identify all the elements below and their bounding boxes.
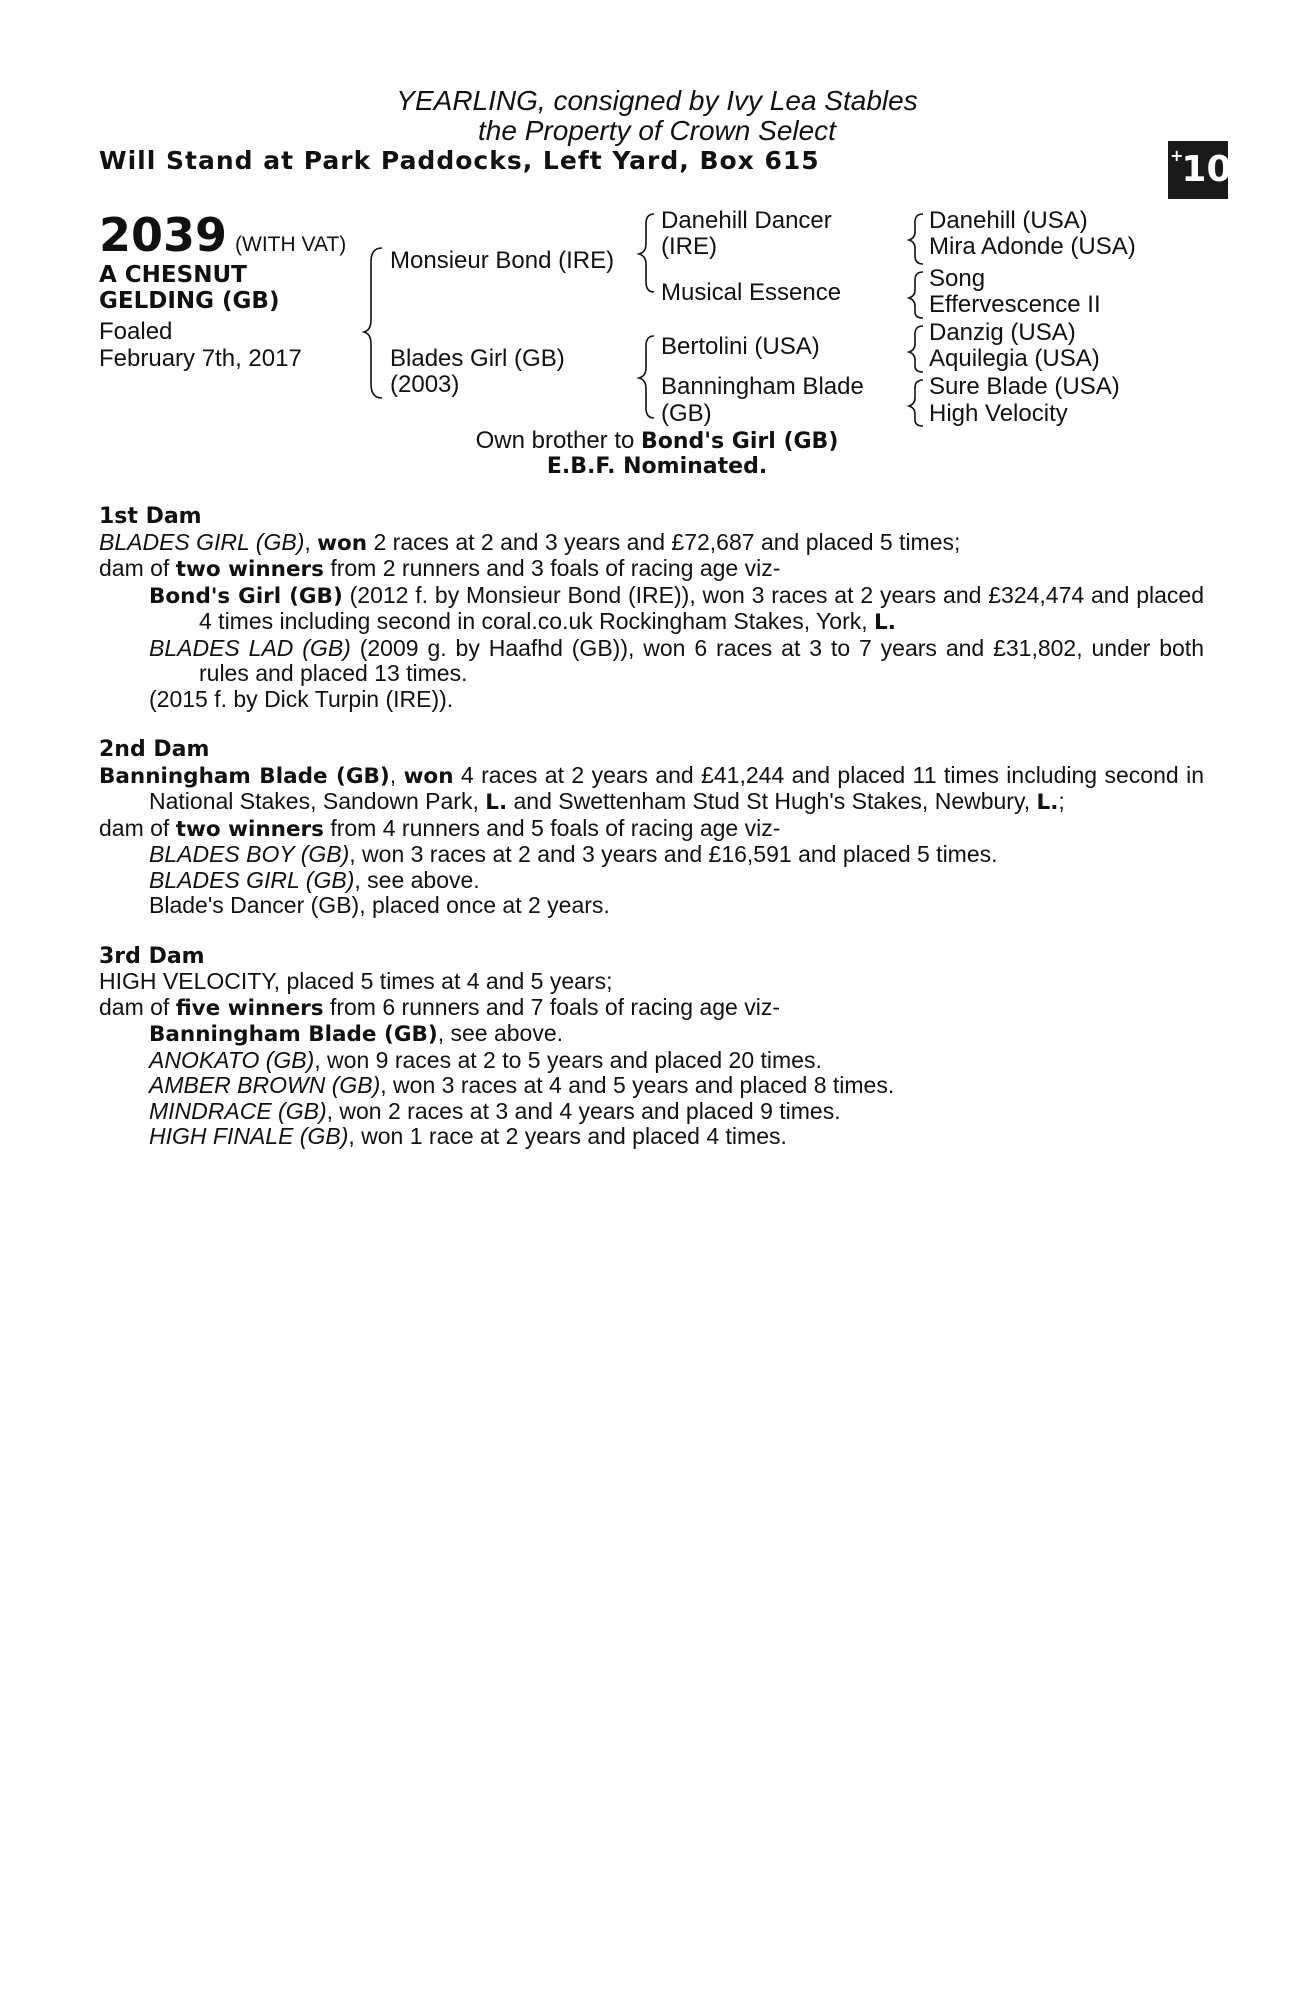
dam3-produce-summary: dam of five winners from 6 runners and 7 foals of racing age viz- (99, 993, 780, 1021)
dam1-produce-summary: dam of two winners from 2 runners and 3 foals of racing age viz- (99, 555, 781, 582)
sire-dam: Musical Essence (661, 279, 842, 306)
lot-number-value: 2039 (99, 208, 228, 262)
property-line: the Property of Crown Select (478, 115, 836, 146)
dam2-produce-summary: dam of two winners from 4 runners and 5 foals of racing age viz- (99, 814, 781, 842)
dam-line-1: Blades Girl (GB) (390, 345, 565, 372)
section-heading-3rd-dam: 3rd Dam (99, 943, 205, 969)
section-heading-1st-dam: 1st Dam (99, 504, 202, 529)
vat-note: (WITH VAT) (235, 233, 347, 256)
dam2-produce-3: Blade's Dancer (GB), placed once at 2 years. (149, 892, 610, 918)
sire-sire-line-1: Danehill Dancer (661, 207, 832, 234)
dds: Sure Blade (USA) (929, 373, 1120, 400)
foaled-label: Foaled (99, 318, 173, 345)
brace-ds (909, 326, 923, 372)
own-brother-prefix: Own brother to (475, 427, 642, 454)
dam2-produce-2: BLADES GIRL (GB), see above. (149, 866, 480, 893)
ebf-note: E.B.F. Nominated. (546, 454, 768, 479)
sire: Monsieur Bond (IRE) (390, 247, 615, 274)
ssd: Mira Adonde (USA) (929, 233, 1136, 260)
brace-sd (909, 272, 923, 318)
stand-location: Will Stand at Park Paddocks, Left Yard, Box 615 (99, 146, 820, 175)
badge-number: 10 (1181, 149, 1232, 190)
section-heading-2nd-dam: 2nd Dam (99, 737, 210, 762)
dam-sections (99, 504, 1204, 1150)
dam3-produce-3: AMBER BROWN (GB), won 3 races at 4 and 5 years and placed 8 times. (149, 1072, 895, 1098)
dam3-produce-1: Banningham Blade (GB), see above. (149, 1020, 563, 1047)
dsd: Aquilegia (USA) (929, 345, 1100, 372)
dam1-produce-3: (2015 f. by Dick Turpin (IRE)). (149, 685, 454, 712)
dam2-record: Banningham Blade (GB), won 4 races at 2 years and £41,244 and placed 11 times including second in National Stakes, Sandown Park, L. and Swettenham Stud St Hugh's Stakes, Newbury, L.; (99, 761, 1204, 815)
dam3-produce-5: HIGH FINALE (GB), won 1 race at 2 years and placed 4 times. (149, 1123, 787, 1149)
brace-dd (909, 380, 923, 426)
desc-line-1: A CHESNUT (99, 262, 247, 288)
dam-line-2: (2003) (390, 371, 460, 398)
brace-ss (909, 214, 923, 264)
desc-line-2: GELDING (GB) (99, 288, 280, 314)
dam-sire: Bertolini (USA) (661, 333, 820, 360)
dam1-record: BLADES GIRL (GB), won 2 races at 2 and 3 years and £72,687 and placed 5 times; (99, 528, 961, 556)
dss: Danzig (USA) (929, 319, 1076, 346)
dam3-record: HIGH VELOCITY, placed 5 times at 4 and 5 years; (99, 968, 613, 994)
own-brother-note (0, 428, 1314, 455)
sss: Danehill (USA) (929, 207, 1088, 234)
brace-dam (639, 336, 654, 418)
dam-dam-line-2: (GB) (661, 400, 712, 427)
dam-dam-line-1: Banningham Blade (661, 373, 864, 400)
sds: Song (929, 265, 986, 292)
ddd: High Velocity (929, 400, 1068, 427)
own-brother-name: Bond's Girl (GB) (641, 429, 839, 454)
foaled-date: February 7th, 2017 (99, 345, 302, 372)
dam3-produce-2: ANOKATO (GB), won 9 races at 2 to 5 years and placed 20 times. (149, 1046, 822, 1073)
brace-col1 (364, 248, 382, 398)
dam3-produce-4: MINDRACE (GB), won 2 races at 3 and 4 years and placed 9 times. (149, 1097, 841, 1124)
sire-sire-line-2: (IRE) (661, 233, 717, 260)
dam1-produce-1: Bond's Girl (GB) (2012 f. by Monsieur Bond (IRE)), won 3 races at 2 years and £324,474 and placed 4 times including second in coral.co.uk Rockingham Stakes, York, L. (149, 581, 1204, 635)
consignor-line: YEARLING, consigned by Ivy Lea Stables (396, 85, 918, 116)
brace-sire (639, 214, 654, 292)
sdd: Effervescence II (929, 291, 1101, 318)
dam2-produce-1: BLADES BOY (GB), won 3 races at 2 and 3 years and £16,591 and placed 5 times. (149, 841, 998, 867)
badge-plus: + (1170, 146, 1184, 165)
dam1-produce-2: BLADES LAD (GB) (2009 g. by Haafhd (GB)), won 6 races at 3 to 7 years and £31,802, under both rules and placed 13 times. (149, 634, 1204, 686)
